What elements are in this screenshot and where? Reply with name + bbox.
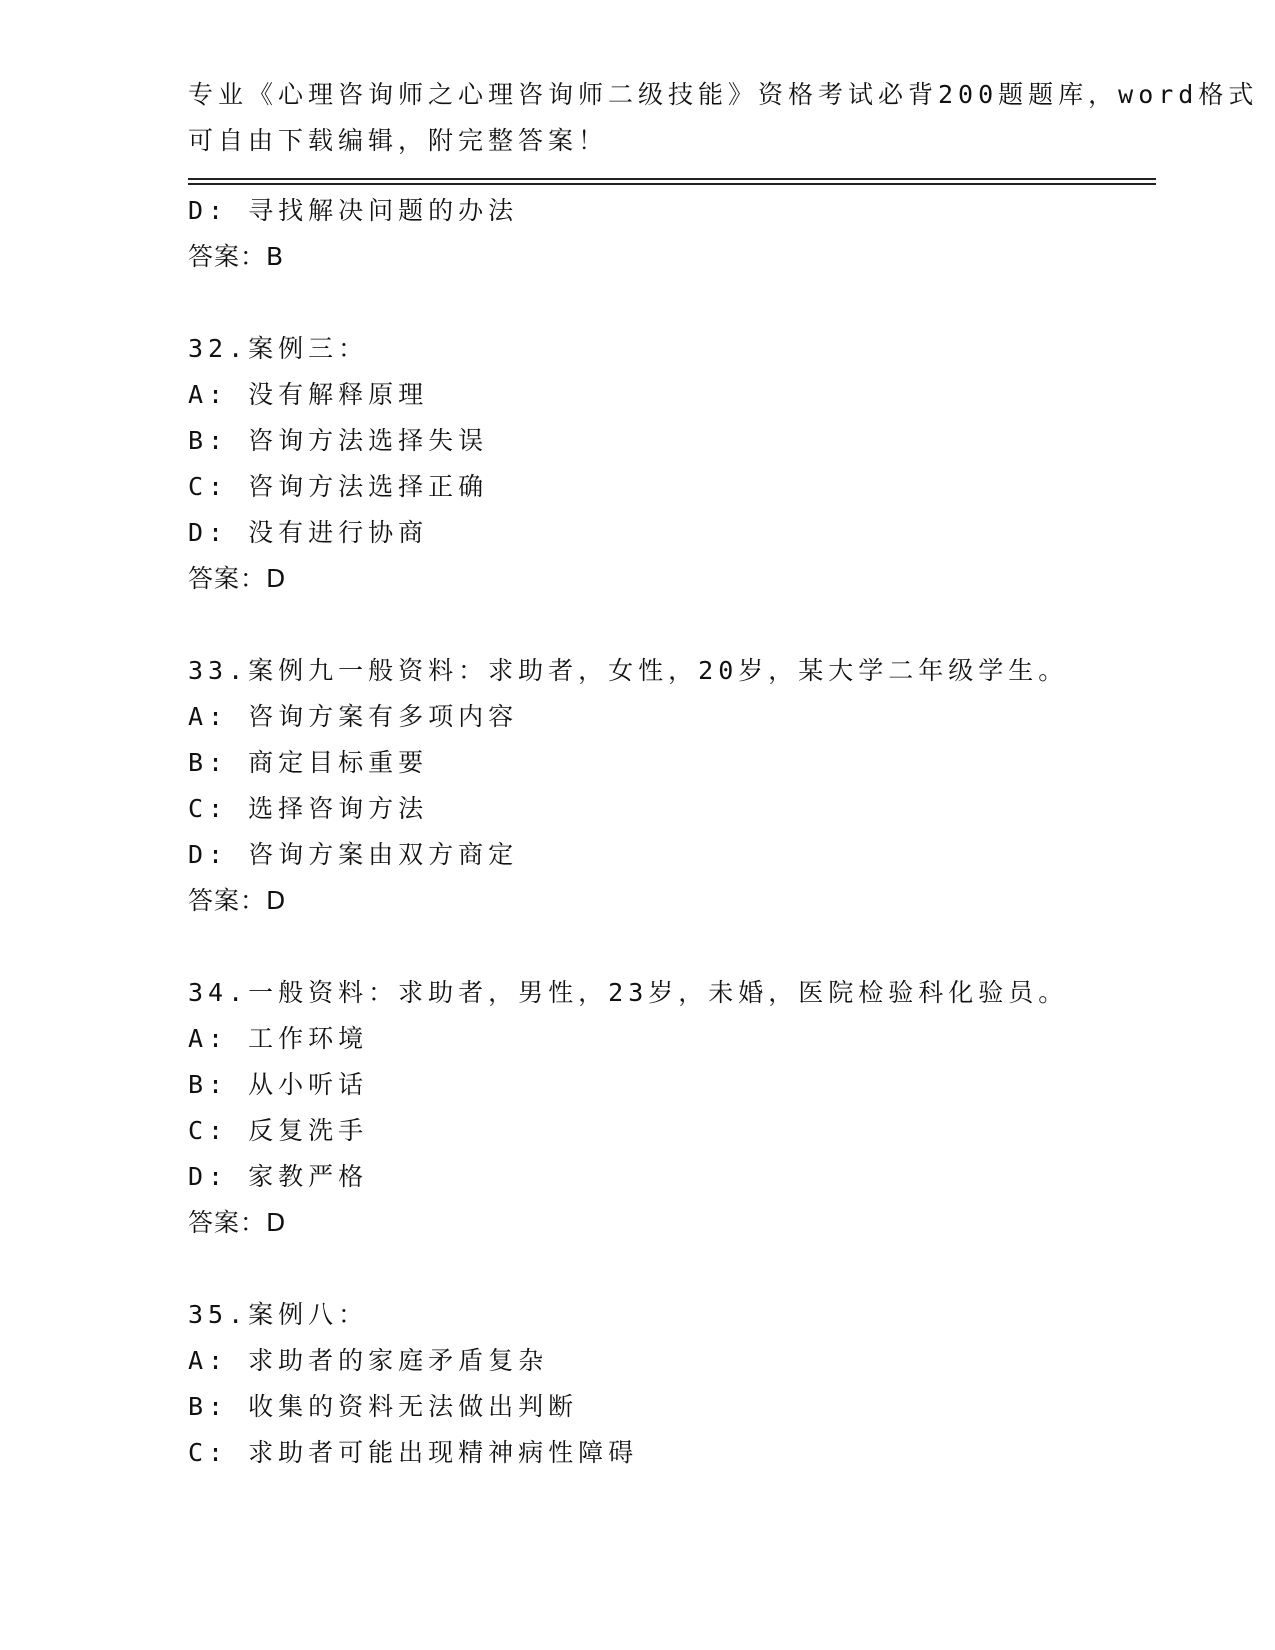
option-d: D: 咨询方案由双方商定 bbox=[188, 840, 519, 869]
question-title: 34.一般资料：求助者，男性，23岁，未婚，医院检验科化验员。 bbox=[188, 978, 1069, 1007]
option-c: C: 选择咨询方法 bbox=[188, 794, 429, 823]
answer-line: 答案：D bbox=[188, 886, 287, 915]
question-31-tail bbox=[188, 188, 1148, 280]
option-c: C: 求助者可能出现精神病性障碍 bbox=[188, 1438, 639, 1467]
answer-line: 答案：D bbox=[188, 1208, 287, 1237]
answer-line: 答案：D bbox=[188, 564, 287, 593]
option-b: B: 收集的资料无法做出判断 bbox=[188, 1392, 579, 1421]
spacer bbox=[188, 924, 1148, 970]
option-a: A: 工作环境 bbox=[188, 1024, 369, 1053]
question-32 bbox=[188, 326, 1148, 602]
header-divider-bottom bbox=[188, 183, 1156, 185]
option-b: B: 商定目标重要 bbox=[188, 748, 429, 777]
header-line-2: 可自由下载编辑，附完整答案！ bbox=[188, 126, 609, 155]
page-header bbox=[188, 72, 1259, 164]
header-line-1: 专业《心理咨询师之心理咨询师二级技能》资格考试必背200题题库，word格式 bbox=[188, 80, 1259, 109]
question-title: 35.案例八： bbox=[188, 1300, 369, 1329]
option-c: C: 反复洗手 bbox=[188, 1116, 369, 1145]
option-a: A: 咨询方案有多项内容 bbox=[188, 702, 519, 731]
question-35 bbox=[188, 1292, 1148, 1476]
question-title: 33.案例九一般资料：求助者，女性，20岁，某大学二年级学生。 bbox=[188, 656, 1069, 685]
spacer bbox=[188, 1246, 1148, 1292]
option-b: B: 咨询方法选择失误 bbox=[188, 426, 489, 455]
option-d: D: 没有进行协商 bbox=[188, 518, 429, 547]
answer-line: 答案：B bbox=[188, 242, 285, 271]
question-title: 32.案例三： bbox=[188, 334, 369, 363]
option-d: D: 寻找解决问题的办法 bbox=[188, 196, 519, 225]
header-divider-top bbox=[188, 178, 1156, 180]
option-d: D: 家教严格 bbox=[188, 1162, 369, 1191]
question-34 bbox=[188, 970, 1148, 1246]
spacer bbox=[188, 602, 1148, 648]
option-a: A: 没有解释原理 bbox=[188, 380, 429, 409]
option-a: A: 求助者的家庭矛盾复杂 bbox=[188, 1346, 549, 1375]
question-33 bbox=[188, 648, 1148, 924]
option-b: B: 从小听话 bbox=[188, 1070, 369, 1099]
question-list bbox=[188, 188, 1148, 1476]
option-c: C: 咨询方法选择正确 bbox=[188, 472, 489, 501]
spacer bbox=[188, 280, 1148, 326]
